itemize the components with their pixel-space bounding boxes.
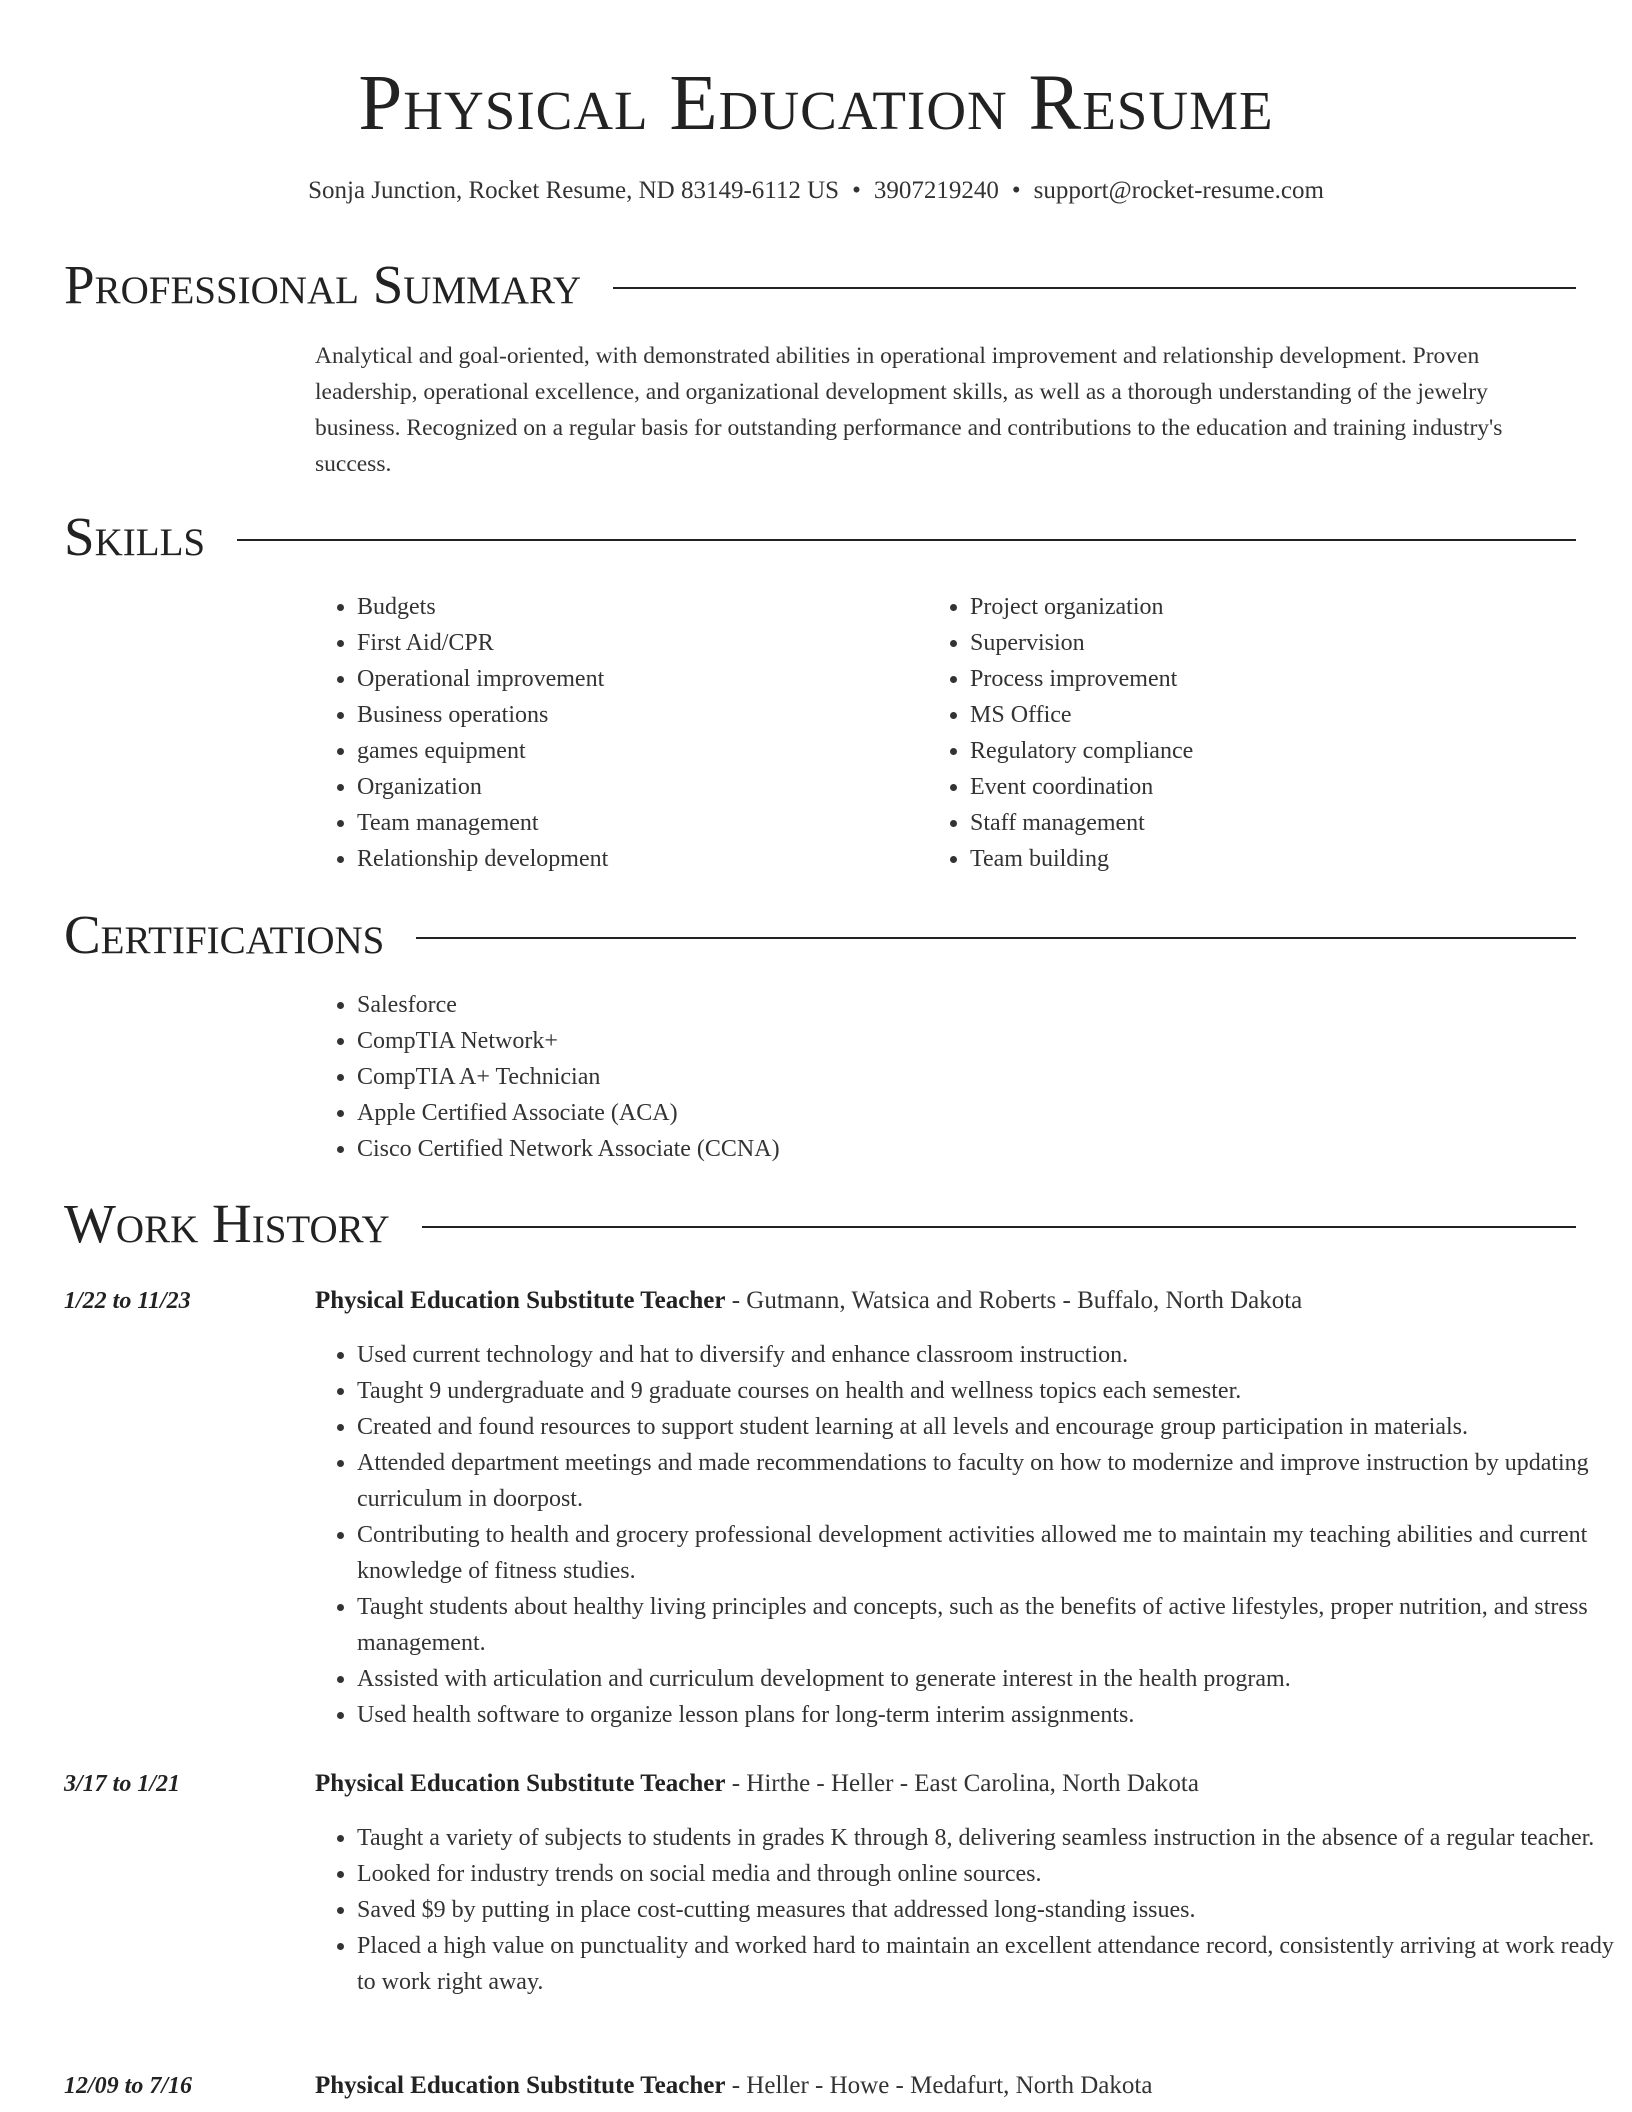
job-dates: 3/17 to 1/21 xyxy=(64,1771,181,1797)
certification-item: • CompTIA A+ Technician xyxy=(357,1059,1557,1095)
section-divider xyxy=(237,539,1576,541)
summary-text: Analytical and goal-oriented, with demonstrated abilities in operational improvement and relationship development. Proven leadership, operational excellence, and organizational development skills, as well as a thorough understanding of the jewelry business. Recognized on a regular basis for outstanding performance and contributions to the education and training industry's success. xyxy=(315,343,1503,477)
job-bullet: • Created and found resources to support student learning at all levels and encourage group participation in materials. xyxy=(357,1409,1621,1445)
skill-item: • Organization xyxy=(357,769,917,805)
job-bullet: • Assisted with articulation and curriculum development to generate interest in the health program. xyxy=(357,1661,1621,1697)
skill-item: • MS Office xyxy=(970,697,1570,733)
skill-item: • Relationship development xyxy=(357,841,917,877)
job-bullet: • Saved $9 by putting in place cost-cutting measures that addressed long-standing issues. xyxy=(357,1892,1621,1928)
section-title: Skills xyxy=(64,506,206,567)
skill-item: • Team building xyxy=(970,841,1570,877)
skill-item: • Process improvement xyxy=(970,661,1570,697)
skill-item: • games equipment xyxy=(357,733,917,769)
job-bullet: • Attended department meetings and made recommendations to faculty on how to modernize and improve instruction by updating curriculum in doorpost. xyxy=(357,1445,1621,1517)
job-dates: 12/09 to 7/16 xyxy=(64,2073,193,2099)
contact-email: support@rocket-resume.com xyxy=(1033,177,1324,204)
job-bullet: • Taught 9 undergraduate and 9 graduate courses on health and wellness topics each semester. xyxy=(357,1373,1621,1409)
certification-item: • CompTIA Network+ xyxy=(357,1023,1557,1059)
section-title: Work History xyxy=(64,1193,390,1254)
skill-item: • Business operations xyxy=(357,697,917,733)
job-bullet: • Taught a variety of subjects to students in grades K through 8, delivering seamless instruction in the absence of a regular teacher. xyxy=(357,1820,1621,1856)
job-heading xyxy=(315,2068,1577,2104)
job-bullets xyxy=(312,1820,1621,2000)
job-bullets xyxy=(312,1337,1621,1733)
skill-item: • First Aid/CPR xyxy=(357,625,917,661)
certifications-list xyxy=(312,987,1557,1167)
contact-phone: 3907219240 xyxy=(873,177,999,204)
job-heading xyxy=(315,1766,1577,1802)
section-heading-summary xyxy=(64,253,1576,317)
certification-item: • Cisco Certified Network Associate (CCNA) xyxy=(357,1131,1557,1167)
skill-item: • Regulatory compliance xyxy=(970,733,1570,769)
certification-item: • Salesforce xyxy=(357,987,1557,1023)
contact-line xyxy=(0,174,1632,208)
contact-address: Sonja Junction, Rocket Resume, ND 83149-6112 US xyxy=(308,177,840,204)
skill-item: • Supervision xyxy=(970,625,1570,661)
section-divider xyxy=(613,287,1576,289)
job-heading xyxy=(315,1283,1577,1319)
section-heading-skills xyxy=(64,505,1576,569)
skill-item: • Budgets xyxy=(357,589,917,625)
job-bullet: • Contributing to health and grocery professional development activities allowed me to maintain my teaching abilities and current knowledge of fitness studies. xyxy=(357,1517,1621,1589)
job-title: Physical Education Substitute Teacher xyxy=(315,2072,726,2099)
job-title: Physical Education Substitute Teacher xyxy=(315,1770,726,1797)
job-title: Physical Education Substitute Teacher xyxy=(315,1287,726,1314)
job-bullet: • Used current technology and hat to diversify and enhance classroom instruction. xyxy=(357,1337,1621,1373)
job-bullet: • Looked for industry trends on social media and through online sources. xyxy=(357,1856,1621,1892)
skills-list-right xyxy=(925,589,1570,877)
certification-item: • Apple Certified Associate (ACA) xyxy=(357,1095,1557,1131)
resume-title: Physical Education Resume xyxy=(358,60,1274,147)
skill-item: • Project organization xyxy=(970,589,1570,625)
contact-separator: • xyxy=(852,177,861,204)
section-heading-work-history xyxy=(64,1192,1576,1256)
job-employer: - Gutmann, Watsica and Roberts - Buffalo, North Dakota xyxy=(725,1287,1303,1314)
skill-item: • Team management xyxy=(357,805,917,841)
section-heading-certifications xyxy=(64,903,1576,967)
skill-item: • Staff management xyxy=(970,805,1570,841)
job-bullet: • Taught students about healthy living principles and concepts, such as the benefits of active lifestyles, proper nutrition, and stress management. xyxy=(357,1589,1621,1661)
job-employer: - Heller - Howe - Medafurt, North Dakota xyxy=(725,2072,1153,2099)
job-bullet: • Placed a high value on punctuality and worked hard to maintain an excellent attendance record, consistently arriving at work ready to work right away. xyxy=(357,1928,1621,2000)
contact-separator: • xyxy=(1011,177,1021,204)
job-employer: - Hirthe - Heller - East Carolina, North Dakota xyxy=(725,1770,1199,1797)
section-divider xyxy=(416,937,1576,939)
job-dates: 1/22 to 11/23 xyxy=(64,1288,191,1314)
section-title: Professional Summary xyxy=(64,254,582,315)
skill-item: • Event coordination xyxy=(970,769,1570,805)
skill-item: • Operational improvement xyxy=(357,661,917,697)
job-bullet: • Used health software to organize lesson plans for long-term interim assignments. xyxy=(357,1697,1621,1733)
section-divider xyxy=(422,1226,1576,1228)
section-title: Certifications xyxy=(64,904,385,965)
skills-list-left xyxy=(312,589,917,877)
